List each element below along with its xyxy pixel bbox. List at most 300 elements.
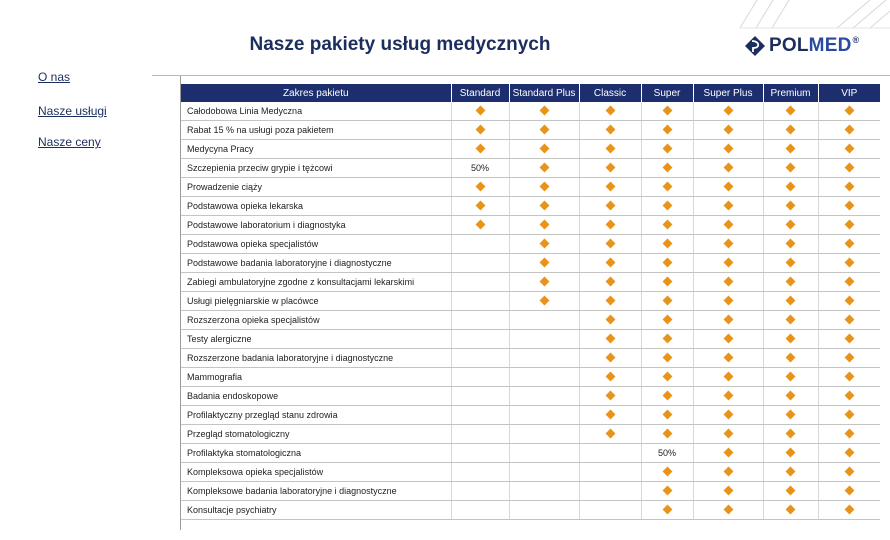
included-diamond-icon — [723, 144, 733, 154]
feature-name: Podstawowa opieka lekarska — [181, 197, 451, 216]
included-diamond-icon — [786, 467, 796, 477]
header-super-plus: Super Plus — [693, 84, 763, 102]
cell-classic — [579, 292, 641, 311]
cell-standard — [451, 102, 509, 121]
polmed-logo — [744, 35, 859, 57]
included-diamond-icon — [786, 258, 796, 268]
cell-premium — [763, 482, 818, 501]
included-diamond-icon — [723, 410, 733, 420]
cell-standard — [451, 444, 509, 463]
cell-vip — [818, 159, 880, 178]
cell-premium — [763, 254, 818, 273]
cell-classic — [579, 406, 641, 425]
included-diamond-icon — [844, 486, 854, 496]
cell-premium — [763, 406, 818, 425]
included-diamond-icon — [844, 467, 854, 477]
table-row — [181, 273, 880, 292]
included-diamond-icon — [844, 220, 854, 230]
cell-standard-plus — [509, 330, 579, 349]
cell-premium — [763, 425, 818, 444]
cell-super-plus — [693, 501, 763, 520]
cell-super-plus — [693, 235, 763, 254]
included-diamond-icon — [723, 429, 733, 439]
cell-standard — [451, 330, 509, 349]
included-diamond-icon — [475, 201, 485, 211]
cell-standard-plus — [509, 311, 579, 330]
included-diamond-icon — [723, 277, 733, 287]
included-diamond-icon — [662, 220, 672, 230]
cell-classic — [579, 140, 641, 159]
cell-standard — [451, 178, 509, 197]
cell-classic — [579, 368, 641, 387]
cell-super — [641, 140, 693, 159]
cell-premium — [763, 292, 818, 311]
cell-vip — [818, 425, 880, 444]
included-diamond-icon — [605, 220, 615, 230]
included-diamond-icon — [662, 429, 672, 439]
table-row — [181, 387, 880, 406]
feature-name: Testy alergiczne — [181, 330, 451, 349]
cell-standard-plus — [509, 292, 579, 311]
cell-super-plus — [693, 178, 763, 197]
included-diamond-icon — [662, 372, 672, 382]
cell-premium — [763, 102, 818, 121]
cell-vip — [818, 311, 880, 330]
feature-name: Kompleksowa opieka specjalistów — [181, 463, 451, 482]
cell-vip — [818, 292, 880, 311]
table-row — [181, 140, 880, 159]
included-diamond-icon — [605, 296, 615, 306]
included-diamond-icon — [605, 410, 615, 420]
included-diamond-icon — [723, 125, 733, 135]
included-diamond-icon — [786, 125, 796, 135]
cell-standard — [451, 482, 509, 501]
cell-standard — [451, 235, 509, 254]
included-diamond-icon — [786, 334, 796, 344]
logo-registered-mark: ® — [852, 35, 860, 45]
included-diamond-icon — [475, 106, 485, 116]
discount-value: 50% — [470, 163, 489, 173]
logo-wordmark — [769, 35, 859, 57]
included-diamond-icon — [786, 410, 796, 420]
cell-standard — [451, 349, 509, 368]
feature-name: Podstawowe laboratorium i diagnostyka — [181, 216, 451, 235]
cell-super-plus — [693, 273, 763, 292]
included-diamond-icon — [844, 429, 854, 439]
included-diamond-icon — [539, 201, 549, 211]
included-diamond-icon — [662, 315, 672, 325]
cell-premium — [763, 368, 818, 387]
cell-vip — [818, 235, 880, 254]
cell-standard — [451, 463, 509, 482]
cell-vip — [818, 254, 880, 273]
header-zakres-pakietu: Zakres pakietu — [181, 84, 451, 102]
included-diamond-icon — [539, 220, 549, 230]
cell-vip — [818, 463, 880, 482]
cell-vip — [818, 216, 880, 235]
cell-vip — [818, 273, 880, 292]
cell-standard — [451, 501, 509, 520]
cell-classic — [579, 102, 641, 121]
included-diamond-icon — [539, 258, 549, 268]
cell-standard — [451, 254, 509, 273]
cell-standard — [451, 387, 509, 406]
packages-table — [181, 84, 880, 520]
cell-premium — [763, 349, 818, 368]
cell-standard-plus — [509, 254, 579, 273]
cell-super-plus — [693, 463, 763, 482]
logo-text-med: MED — [808, 35, 852, 56]
cell-classic — [579, 178, 641, 197]
included-diamond-icon — [786, 277, 796, 287]
included-diamond-icon — [605, 258, 615, 268]
table-row — [181, 482, 880, 501]
included-diamond-icon — [723, 182, 733, 192]
included-diamond-icon — [844, 505, 854, 515]
cell-premium — [763, 216, 818, 235]
included-diamond-icon — [723, 353, 733, 363]
cell-vip — [818, 140, 880, 159]
included-diamond-icon — [786, 144, 796, 154]
included-diamond-icon — [786, 391, 796, 401]
included-diamond-icon — [844, 410, 854, 420]
cell-standard — [451, 311, 509, 330]
included-diamond-icon — [662, 163, 672, 173]
included-diamond-icon — [605, 106, 615, 116]
cell-standard-plus — [509, 387, 579, 406]
feature-name: Rozszerzona opieka specjalistów — [181, 311, 451, 330]
cell-super — [641, 425, 693, 444]
included-diamond-icon — [786, 106, 796, 116]
included-diamond-icon — [844, 163, 854, 173]
cell-classic — [579, 216, 641, 235]
cell-vip — [818, 444, 880, 463]
table-body — [181, 102, 880, 520]
included-diamond-icon — [539, 296, 549, 306]
cell-premium — [763, 159, 818, 178]
cell-vip — [818, 197, 880, 216]
cell-super-plus — [693, 330, 763, 349]
included-diamond-icon — [475, 220, 485, 230]
included-diamond-icon — [605, 239, 615, 249]
included-diamond-icon — [844, 258, 854, 268]
table-row — [181, 178, 880, 197]
included-diamond-icon — [844, 201, 854, 211]
included-diamond-icon — [662, 334, 672, 344]
cell-vip — [818, 482, 880, 501]
cell-vip — [818, 178, 880, 197]
cell-classic — [579, 444, 641, 463]
included-diamond-icon — [475, 144, 485, 154]
included-diamond-icon — [723, 258, 733, 268]
cell-standard-plus — [509, 197, 579, 216]
table-row — [181, 463, 880, 482]
feature-name: Badania endoskopowe — [181, 387, 451, 406]
table-row — [181, 254, 880, 273]
cell-classic — [579, 387, 641, 406]
included-diamond-icon — [662, 296, 672, 306]
included-diamond-icon — [786, 239, 796, 249]
included-diamond-icon — [723, 315, 733, 325]
included-diamond-icon — [605, 182, 615, 192]
included-diamond-icon — [662, 201, 672, 211]
cell-super-plus — [693, 406, 763, 425]
page-title: Nasze pakiety usług medycznych — [249, 34, 551, 55]
cell-standard-plus — [509, 273, 579, 292]
table-header-row — [181, 84, 880, 102]
included-diamond-icon — [662, 144, 672, 154]
included-diamond-icon — [662, 239, 672, 249]
table-row — [181, 368, 880, 387]
cell-premium — [763, 121, 818, 140]
included-diamond-icon — [844, 353, 854, 363]
cell-super-plus — [693, 311, 763, 330]
cell-premium — [763, 330, 818, 349]
cell-super-plus — [693, 444, 763, 463]
feature-name: Podstawowe badania laboratoryjne i diagnostyczne — [181, 254, 451, 273]
table-row — [181, 406, 880, 425]
included-diamond-icon — [539, 125, 549, 135]
included-diamond-icon — [662, 486, 672, 496]
included-diamond-icon — [844, 106, 854, 116]
included-diamond-icon — [723, 201, 733, 211]
included-diamond-icon — [786, 353, 796, 363]
cell-premium — [763, 197, 818, 216]
cell-premium — [763, 387, 818, 406]
cell-classic — [579, 273, 641, 292]
table-row — [181, 425, 880, 444]
cell-standard — [451, 292, 509, 311]
included-diamond-icon — [723, 372, 733, 382]
cell-super-plus — [693, 425, 763, 444]
cell-standard-plus — [509, 482, 579, 501]
included-diamond-icon — [844, 334, 854, 344]
cell-super — [641, 121, 693, 140]
included-diamond-icon — [786, 315, 796, 325]
cell-classic — [579, 235, 641, 254]
cell-super — [641, 273, 693, 292]
included-diamond-icon — [605, 429, 615, 439]
included-diamond-icon — [844, 448, 854, 458]
cell-premium — [763, 140, 818, 159]
cell-super — [641, 368, 693, 387]
cell-super-plus — [693, 349, 763, 368]
included-diamond-icon — [539, 182, 549, 192]
included-diamond-icon — [723, 448, 733, 458]
included-diamond-icon — [539, 239, 549, 249]
cell-standard — [451, 197, 509, 216]
cell-standard — [451, 140, 509, 159]
cell-super-plus — [693, 121, 763, 140]
feature-name: Rozszerzone badania laboratoryjne i diagnostyczne — [181, 349, 451, 368]
included-diamond-icon — [662, 125, 672, 135]
table-row — [181, 159, 880, 178]
cell-standard — [451, 121, 509, 140]
included-diamond-icon — [786, 429, 796, 439]
included-diamond-icon — [662, 410, 672, 420]
table-row — [181, 349, 880, 368]
header-premium: Premium — [763, 84, 818, 102]
included-diamond-icon — [786, 296, 796, 306]
included-diamond-icon — [723, 467, 733, 477]
cell-super — [641, 406, 693, 425]
cell-super-plus — [693, 159, 763, 178]
cell-classic — [579, 501, 641, 520]
included-diamond-icon — [475, 125, 485, 135]
included-diamond-icon — [786, 182, 796, 192]
cell-classic — [579, 482, 641, 501]
header-super: Super — [641, 84, 693, 102]
cell-premium — [763, 463, 818, 482]
table-row — [181, 292, 880, 311]
cell-standard-plus — [509, 349, 579, 368]
cell-vip — [818, 330, 880, 349]
included-diamond-icon — [786, 486, 796, 496]
cell-standard-plus — [509, 368, 579, 387]
included-diamond-icon — [844, 239, 854, 249]
table-row — [181, 235, 880, 254]
cell-standard-plus — [509, 425, 579, 444]
included-diamond-icon — [723, 486, 733, 496]
feature-name: Przegląd stomatologiczny — [181, 425, 451, 444]
included-diamond-icon — [539, 106, 549, 116]
header-standard-plus: Standard Plus — [509, 84, 579, 102]
table-row — [181, 501, 880, 520]
cell-super — [641, 159, 693, 178]
cell-super-plus — [693, 216, 763, 235]
included-diamond-icon — [605, 201, 615, 211]
included-diamond-icon — [844, 391, 854, 401]
included-diamond-icon — [723, 239, 733, 249]
cell-premium — [763, 501, 818, 520]
included-diamond-icon — [605, 125, 615, 135]
cell-super — [641, 102, 693, 121]
included-diamond-icon — [605, 315, 615, 325]
included-diamond-icon — [786, 448, 796, 458]
included-diamond-icon — [723, 106, 733, 116]
feature-name: Profilaktyczny przegląd stanu zdrowia — [181, 406, 451, 425]
cell-standard — [451, 406, 509, 425]
feature-name: Usługi pielęgniarskie w placówce — [181, 292, 451, 311]
cell-super-plus — [693, 368, 763, 387]
table-row — [181, 102, 880, 121]
included-diamond-icon — [844, 182, 854, 192]
feature-name: Prowadzenie ciąży — [181, 178, 451, 197]
included-diamond-icon — [786, 201, 796, 211]
cell-standard — [451, 425, 509, 444]
included-diamond-icon — [844, 315, 854, 325]
logo-text-pol: POL — [769, 35, 809, 56]
nav-link-nasze-uslugi[interactable]: Nasze usługi — [38, 104, 107, 118]
included-diamond-icon — [539, 277, 549, 287]
included-diamond-icon — [723, 334, 733, 344]
nav-link-o-nas[interactable]: O nas — [38, 70, 71, 84]
cell-classic — [579, 197, 641, 216]
included-diamond-icon — [662, 258, 672, 268]
cell-standard-plus — [509, 235, 579, 254]
table-row — [181, 330, 880, 349]
cell-classic — [579, 311, 641, 330]
cell-super — [641, 311, 693, 330]
cell-classic — [579, 121, 641, 140]
cell-super — [641, 216, 693, 235]
cell-standard-plus — [509, 501, 579, 520]
table-row — [181, 121, 880, 140]
included-diamond-icon — [844, 125, 854, 135]
included-diamond-icon — [605, 144, 615, 154]
cell-super — [641, 254, 693, 273]
included-diamond-icon — [844, 277, 854, 287]
cell-classic — [579, 159, 641, 178]
feature-name: Medycyna Pracy — [181, 140, 451, 159]
included-diamond-icon — [723, 220, 733, 230]
table-row — [181, 216, 880, 235]
feature-name: Szczepienia przeciw grypie i tężcowi — [181, 159, 451, 178]
cell-vip — [818, 121, 880, 140]
feature-name: Całodobowa Linia Medyczna — [181, 102, 451, 121]
cell-vip — [818, 406, 880, 425]
cell-super — [641, 235, 693, 254]
cell-super-plus — [693, 387, 763, 406]
included-diamond-icon — [723, 296, 733, 306]
included-diamond-icon — [786, 163, 796, 173]
polmed-logo-icon — [744, 35, 766, 57]
included-diamond-icon — [605, 391, 615, 401]
included-diamond-icon — [723, 505, 733, 515]
cell-premium — [763, 444, 818, 463]
cell-premium — [763, 311, 818, 330]
cell-super-plus — [693, 140, 763, 159]
included-diamond-icon — [605, 334, 615, 344]
cell-standard-plus — [509, 159, 579, 178]
cell-standard-plus — [509, 178, 579, 197]
table-row — [181, 197, 880, 216]
feature-name: Mammografia — [181, 368, 451, 387]
cell-super-plus — [693, 292, 763, 311]
frame-line-top — [152, 75, 890, 76]
cell-premium — [763, 178, 818, 197]
included-diamond-icon — [723, 391, 733, 401]
included-diamond-icon — [539, 163, 549, 173]
cell-super-plus — [693, 102, 763, 121]
cell-super-plus — [693, 197, 763, 216]
nav-link-nasze-ceny[interactable]: Nasze ceny — [38, 135, 101, 149]
table-row — [181, 311, 880, 330]
cell-standard-plus — [509, 406, 579, 425]
cell-classic — [579, 463, 641, 482]
included-diamond-icon — [786, 220, 796, 230]
cell-standard-plus — [509, 121, 579, 140]
header-classic: Classic — [579, 84, 641, 102]
included-diamond-icon — [662, 277, 672, 287]
cell-classic — [579, 425, 641, 444]
cell-super — [641, 501, 693, 520]
cell-super — [641, 444, 693, 463]
cell-standard — [451, 368, 509, 387]
included-diamond-icon — [662, 106, 672, 116]
included-diamond-icon — [662, 353, 672, 363]
cell-standard-plus — [509, 444, 579, 463]
included-diamond-icon — [662, 182, 672, 192]
feature-name: Profilaktyka stomatologiczna — [181, 444, 451, 463]
included-diamond-icon — [605, 372, 615, 382]
cell-super — [641, 178, 693, 197]
included-diamond-icon — [723, 163, 733, 173]
cell-super — [641, 482, 693, 501]
feature-name: Konsultacje psychiatry — [181, 501, 451, 520]
included-diamond-icon — [844, 144, 854, 154]
cell-standard-plus — [509, 140, 579, 159]
